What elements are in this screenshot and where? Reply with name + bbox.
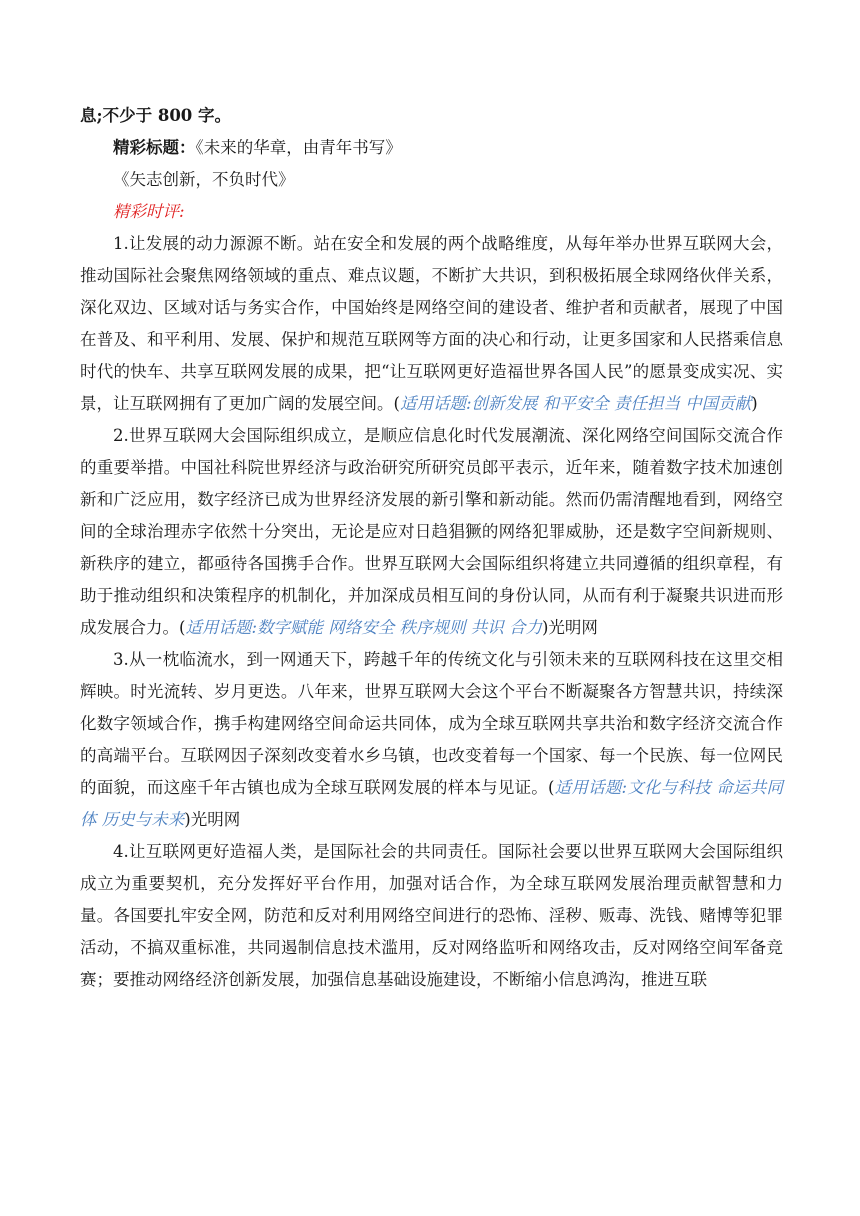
- paragraph-4-body: 4.让互联网更好造福人类，是国际社会的共同责任。国际社会要以世界互联网大会国际组织成立为重要契机，充分发挥好平台作用，加强对话合作，为全球互联网发展治理贡献智慧和力量。各国要扎牢安全网，防范和反对利用网络空间进行的恐怖、淫秽、贩毒、洗钱、赌博等犯罪活动，不搞双重标准，共同遏制信息技术滥用，反对网络监听和网络攻击，反对网络空间军备竞赛；要推动网络经济创新发展，加强信息基础设施建设，不断缩小信息鸿沟，推进互联: [80, 842, 783, 989]
- paragraph-3-topics: 适用话题:文化与科技 命运共同体 历史与未来: [80, 778, 783, 829]
- paragraph-4: [80, 836, 783, 996]
- titles-label: 精彩标题：: [113, 138, 196, 157]
- paragraph-3: 3.从一枕临流水，到一网通天下，跨越千年的传统文化与引领未来的互联网科技在这里交相辉映。时光流转、岁月更迭。八年来，世界互联网大会这个平台不断凝聚各方智慧共识，持续深化数字领域合作，携手构建网络空间命运共同体，成为全球互联网共享共治和数字经济交流合作的高端平台。互联网因子深刻改变着水乡乌镇，也改变着每一个国家、每一个民族、每一位网民的面貌，而这座千年古镇也成为全球互联网发展的样本与见证。(适用话题:文化与科技 命运共同体 历史与未来)光明网: [80, 650, 783, 829]
- paragraph-3-body: 3.从一枕临流水，到一网通天下，跨越千年的传统文化与引领未来的互联网科技在这里交相辉映。时光流转、岁月更迭。八年来，世界互联网大会这个平台不断凝聚各方智慧共识，持续深化数字领域合作，携手构建网络空间命运共同体，成为全球互联网共享共治和数字经济交流合作的高端平台。互联网因子深刻改变着水乡乌镇，也改变着每一个国家、每一个民族、每一位网民的面貌，而这座千年古镇也成为全球互联网发展的样本与见证。: [80, 650, 783, 797]
- paragraph-2-source: 光明网: [548, 618, 598, 637]
- titles-line-2: [80, 164, 783, 196]
- paragraph-1-topics: 适用话题:创新发展 和平安全 责任担当 中国贡献: [399, 394, 752, 413]
- paragraph-2: 2.世界互联网大会国际组织成立，是顺应信息化时代发展潮流、深化网络空间国际交流合作的重要举措。中国社科院世界经济与政治研究所研究员郎平表示，近年来，随着数字技术加速创新和广泛应用，数字经济已成为世界经济发展的新引擎和新动能。然而仍需清醒地看到，网络空间的全球治理赤字依然十分突出，无论是应对日趋猖獗的网络犯罪威胁，还是数字空间新规则、新秩序的建立，都亟待各国携手合作。世界互联网大会国际组织将建立共同遵循的组织章程，有助于推动组织和决策程序的机制化，并加深成员相互间的身份认同，从而有利于凝聚共识进而形成发展合力。(适用话题:数字赋能 网络安全 秩序规则 共识 合力)光明网: [80, 426, 783, 637]
- title-item-2: 《矢志创新，不负时代》: [113, 170, 295, 189]
- paragraph-2-topics: 适用话题:数字赋能 网络安全 秩序规则 共识 合力: [185, 618, 542, 637]
- paragraph-1-body: 1.让发展的动力源源不断。站在安全和发展的两个战略维度，从每年举办世界互联网大会，推动国际社会聚焦网络领域的重点、难点议题，不断扩大共识，到积极拓展全球网络伙伴关系，深化双边、区域对话与务实合作，中国始终是网络空间的建设者、维护者和贡献者，展现了中国在普及、和平利用、发展、保护和规范互联网等方面的决心和行动，让更多国家和人民搭乘信息时代的快车、共享互联网发展的成果，把“让互联网更好造福世界各国人民”的愿景变成实况、实景，让互联网拥有了更加广阔的发展空间。: [80, 234, 783, 413]
- paragraph-1: 1.让发展的动力源源不断。站在安全和发展的两个战略维度，从每年举办世界互联网大会，推动国际社会聚焦网络领域的重点、难点议题，不断扩大共识，到积极拓展全球网络伙伴关系，深化双边、区域对话与务实合作，中国始终是网络空间的建设者、维护者和贡献者，展现了中国在普及、和平利用、发展、保护和规范互联网等方面的决心和行动，让更多国家和人民搭乘信息时代的快车、共享互联网发展的成果，把“让互联网更好造福世界各国人民”的愿景变成实况、实景，让互联网拥有了更加广阔的发展空间。(适用话题:创新发展 和平安全 责任担当 中国贡献): [80, 234, 783, 413]
- title-item-1: 《未来的华章，由青年书写》: [195, 138, 402, 157]
- paragraph-3-source: 光明网: [190, 810, 241, 829]
- titles-line-1: [80, 132, 783, 164]
- document-page: [80, 100, 783, 996]
- header-line: 息;不少于 800 字。: [80, 106, 232, 125]
- paragraph-2-body: 2.世界互联网大会国际组织成立，是顺应信息化时代发展潮流、深化网络空间国际交流合作的重要举措。中国社科院世界经济与政治研究所研究员郎平表示，近年来，随着数字技术加速创新和广泛应用，数字经济已成为世界经济发展的新引擎和新动能。然而仍需清醒地看到，网络空间的全球治理赤字依然十分突出，无论是应对日趋猖獗的网络犯罪威胁，还是数字空间新规则、新秩序的建立，都亟待各国携手合作。世界互联网大会国际组织将建立共同遵循的组织章程，有助于推动组织和决策程序的机制化，并加深成员相互间的身份认同，从而有利于凝聚共识进而形成发展合力。: [80, 426, 783, 637]
- commentary-label: 精彩时评:: [113, 202, 185, 221]
